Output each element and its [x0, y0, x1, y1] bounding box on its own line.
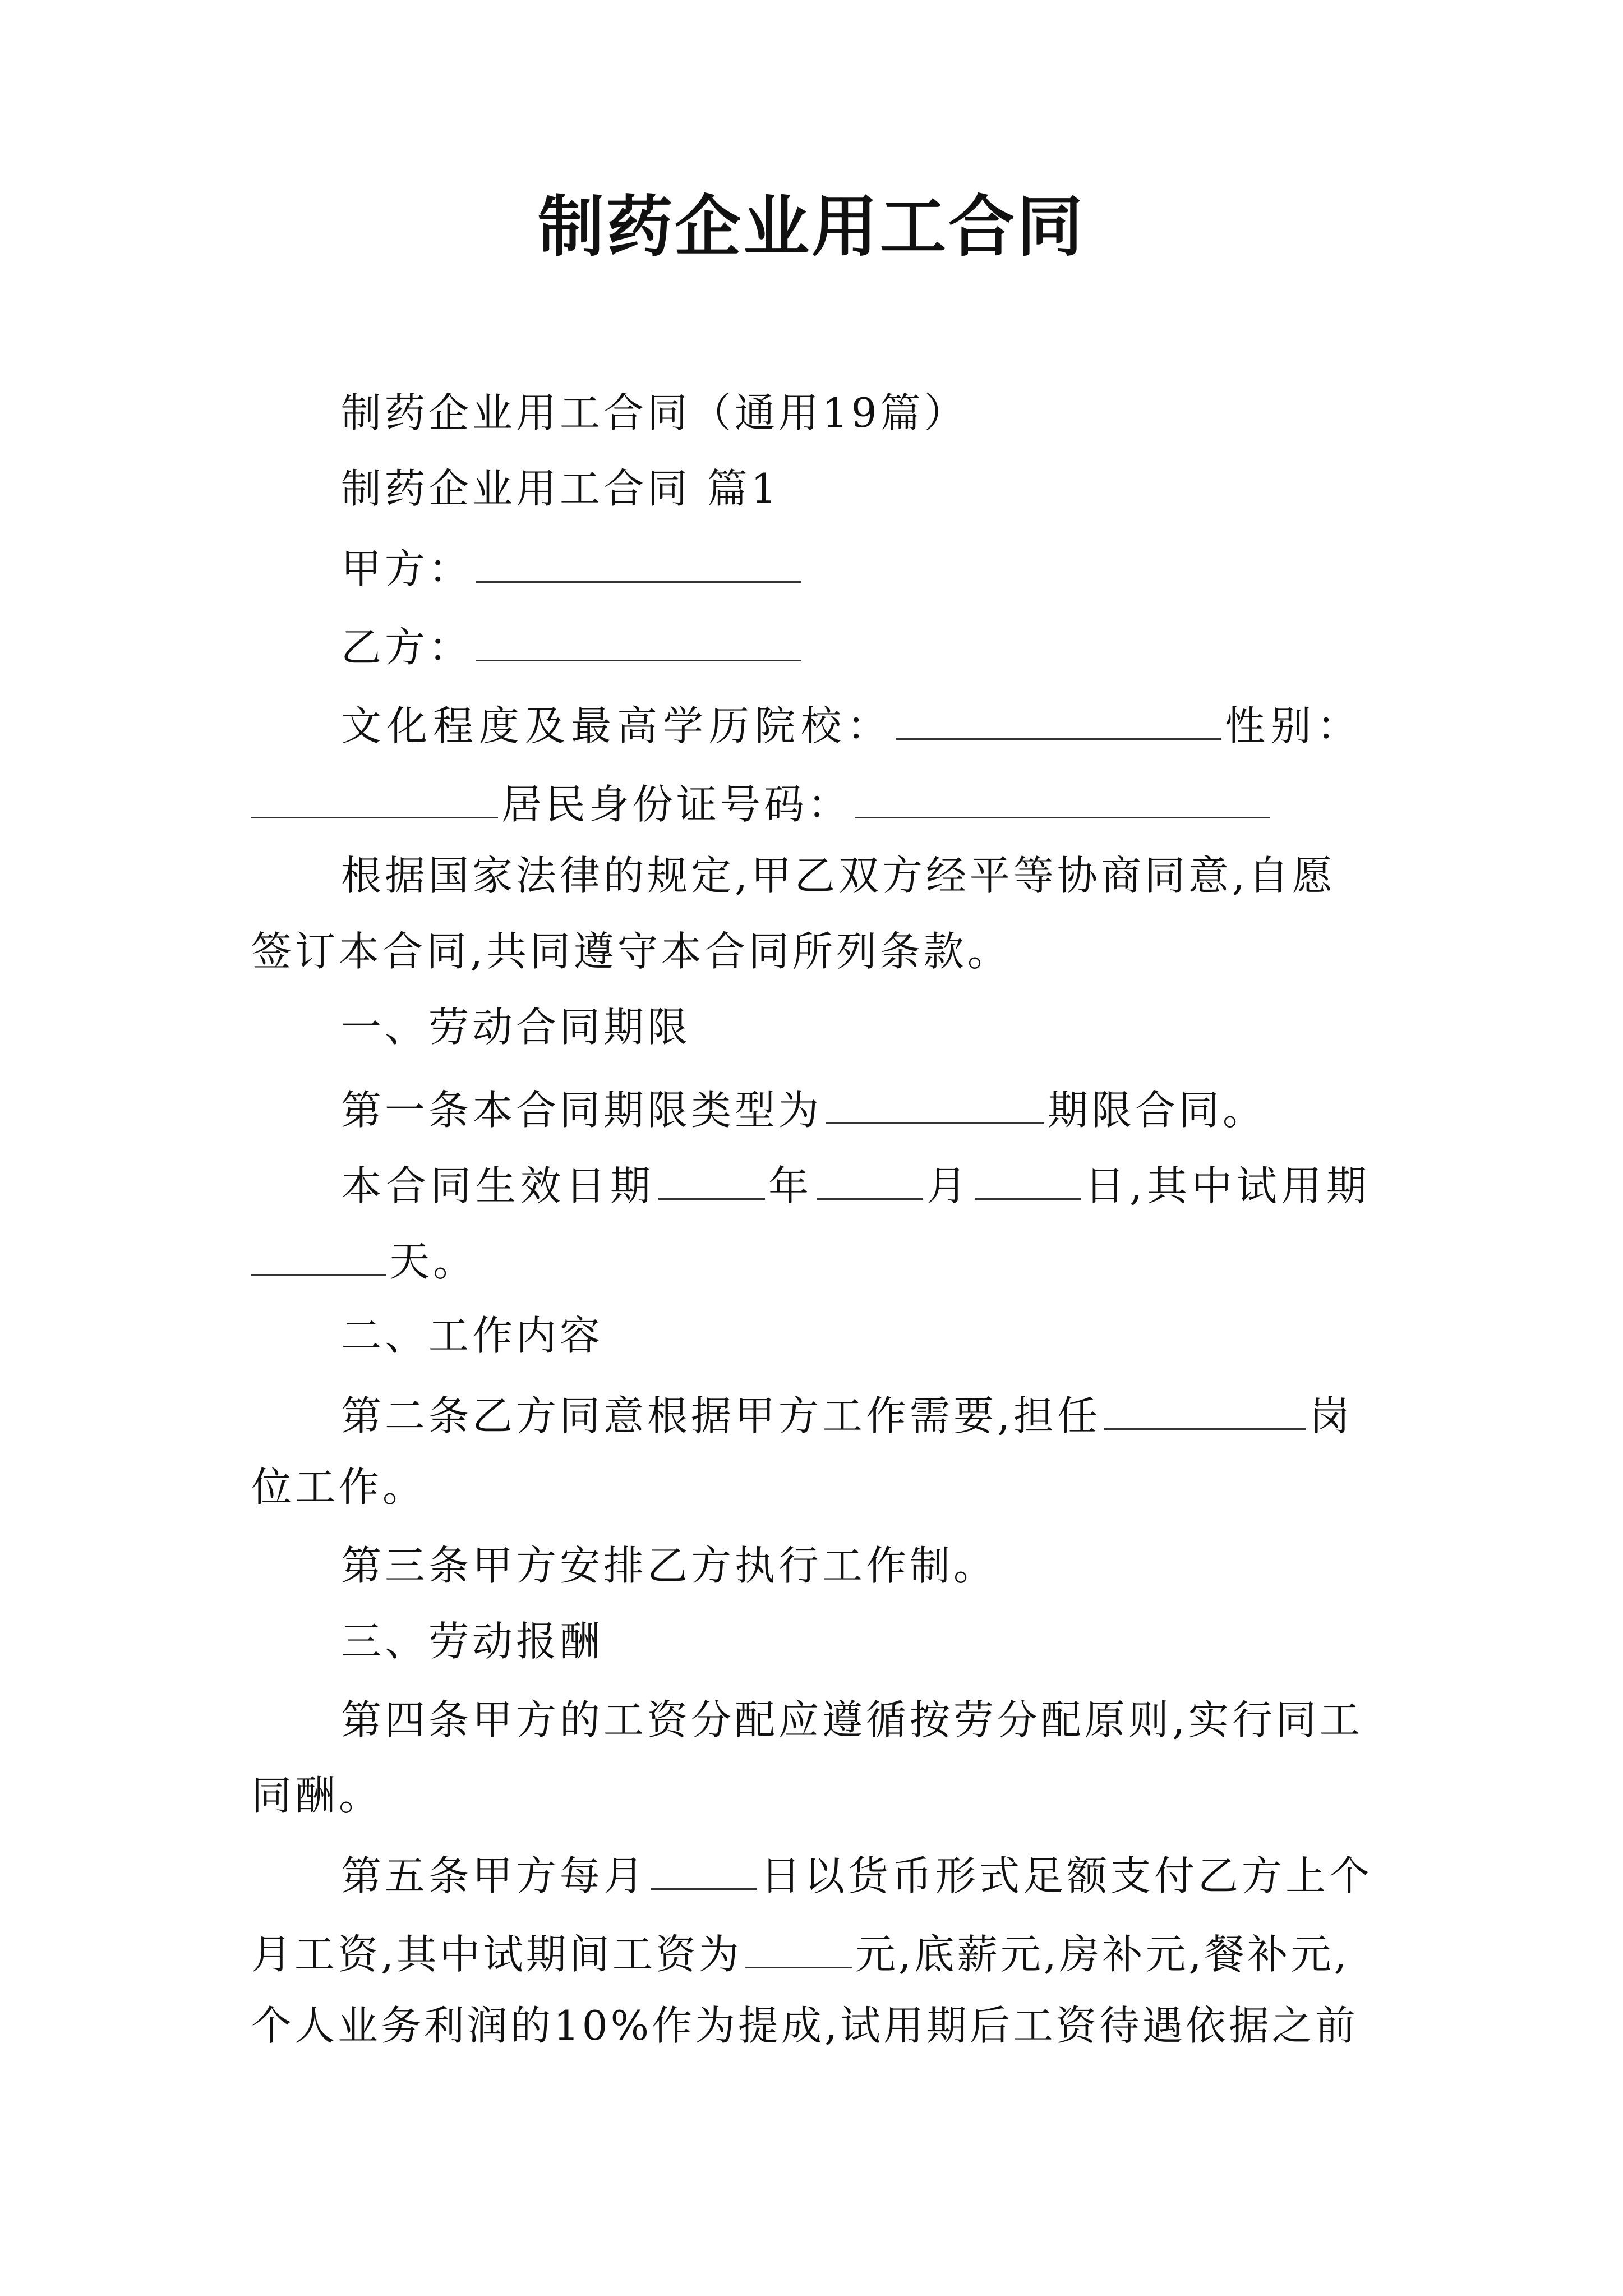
text: 本合同生效日期	[341, 1162, 656, 1209]
label: 性别：	[1225, 702, 1363, 749]
paragraph-line	[251, 928, 1372, 975]
paragraph-line	[251, 1464, 1372, 1511]
text: 第二条乙方同意根据甲方工作需要,担任	[341, 1392, 1101, 1439]
clause-4	[251, 1696, 1372, 1743]
text: 第一条本合同期限类型为	[341, 1087, 823, 1134]
text: 月工资,其中试期间工资为	[251, 1931, 742, 1978]
label: 文化程度及最高学历院校：	[341, 702, 893, 749]
text: 月	[926, 1162, 972, 1209]
text: 一、劳动合同期限	[341, 1004, 691, 1051]
text: 期限合同。	[1048, 1087, 1267, 1134]
text: 三、劳动报酬	[341, 1618, 604, 1665]
clause-5	[251, 1851, 1373, 1899]
document-title: 制药企业用工合同	[537, 187, 1085, 265]
gender-blank[interactable]	[251, 780, 498, 818]
education-blank[interactable]	[896, 701, 1221, 740]
salary-line	[251, 1930, 1372, 1978]
text: 制药企业用工合同（通用19篇）	[341, 389, 968, 436]
probation-days-blank[interactable]	[251, 1237, 386, 1276]
text: 签订本合同,共同遵守本合同所列条款。	[251, 928, 1011, 975]
text: 制药企业用工合同 篇1	[341, 465, 780, 512]
section-heading	[251, 1004, 1372, 1051]
text: 第五条甲方每月	[341, 1852, 648, 1899]
party-b-line	[251, 623, 1372, 671]
text: 第三条甲方安排乙方执行工作制。	[341, 1542, 998, 1589]
section-heading	[251, 1618, 1372, 1665]
label: 居民身份证号码：	[501, 781, 852, 828]
party-a-line	[251, 544, 1372, 592]
clause-2	[251, 1391, 1372, 1439]
clause-1	[251, 1085, 1372, 1134]
month-blank[interactable]	[817, 1161, 923, 1200]
section-heading	[251, 1312, 1372, 1359]
probation-salary-blank[interactable]	[745, 1930, 852, 1968]
text: 位工作。	[251, 1464, 427, 1511]
paragraph-line	[251, 1772, 1372, 1819]
text: 元,底薪元,房补元,餐补元,	[855, 1931, 1350, 1978]
text: 个人业务利润的10%作为提成,试用期后工资待遇依据之前	[251, 2002, 1358, 2049]
clause-3	[251, 1542, 1372, 1589]
party-b-blank[interactable]	[476, 623, 801, 661]
id-line	[251, 780, 1372, 828]
text: 岗	[1309, 1392, 1353, 1439]
text: 日以货币形式足额支付乙方上个	[760, 1852, 1373, 1899]
text: 天。	[389, 1238, 477, 1285]
label: 甲方：	[341, 545, 473, 592]
probation-line	[251, 1237, 1372, 1285]
year-blank[interactable]	[658, 1161, 765, 1200]
text: 日,其中试用期	[1085, 1162, 1371, 1209]
position-blank[interactable]	[1104, 1391, 1306, 1430]
text: 同酬。	[251, 1772, 383, 1819]
text: 根据国家法律的规定,甲乙双方经平等协商同意,自愿	[341, 852, 1336, 899]
paragraph-line	[251, 2002, 1372, 2049]
section-heading	[251, 465, 1372, 512]
text: 第四条甲方的工资分配应遵循按劳分配原则,实行同工	[341, 1696, 1363, 1743]
education-line	[251, 701, 1372, 749]
id-number-blank[interactable]	[855, 780, 1270, 818]
effective-date-line	[251, 1161, 1372, 1209]
paragraph-line	[251, 852, 1372, 899]
text: 年	[768, 1162, 814, 1209]
text: 二、工作内容	[341, 1312, 604, 1359]
party-a-blank[interactable]	[476, 544, 801, 583]
doc-subtitle	[251, 389, 1372, 436]
day-blank[interactable]	[975, 1161, 1081, 1200]
contract-type-blank[interactable]	[826, 1085, 1044, 1124]
label: 乙方：	[341, 624, 473, 671]
pay-day-blank[interactable]	[651, 1851, 757, 1890]
